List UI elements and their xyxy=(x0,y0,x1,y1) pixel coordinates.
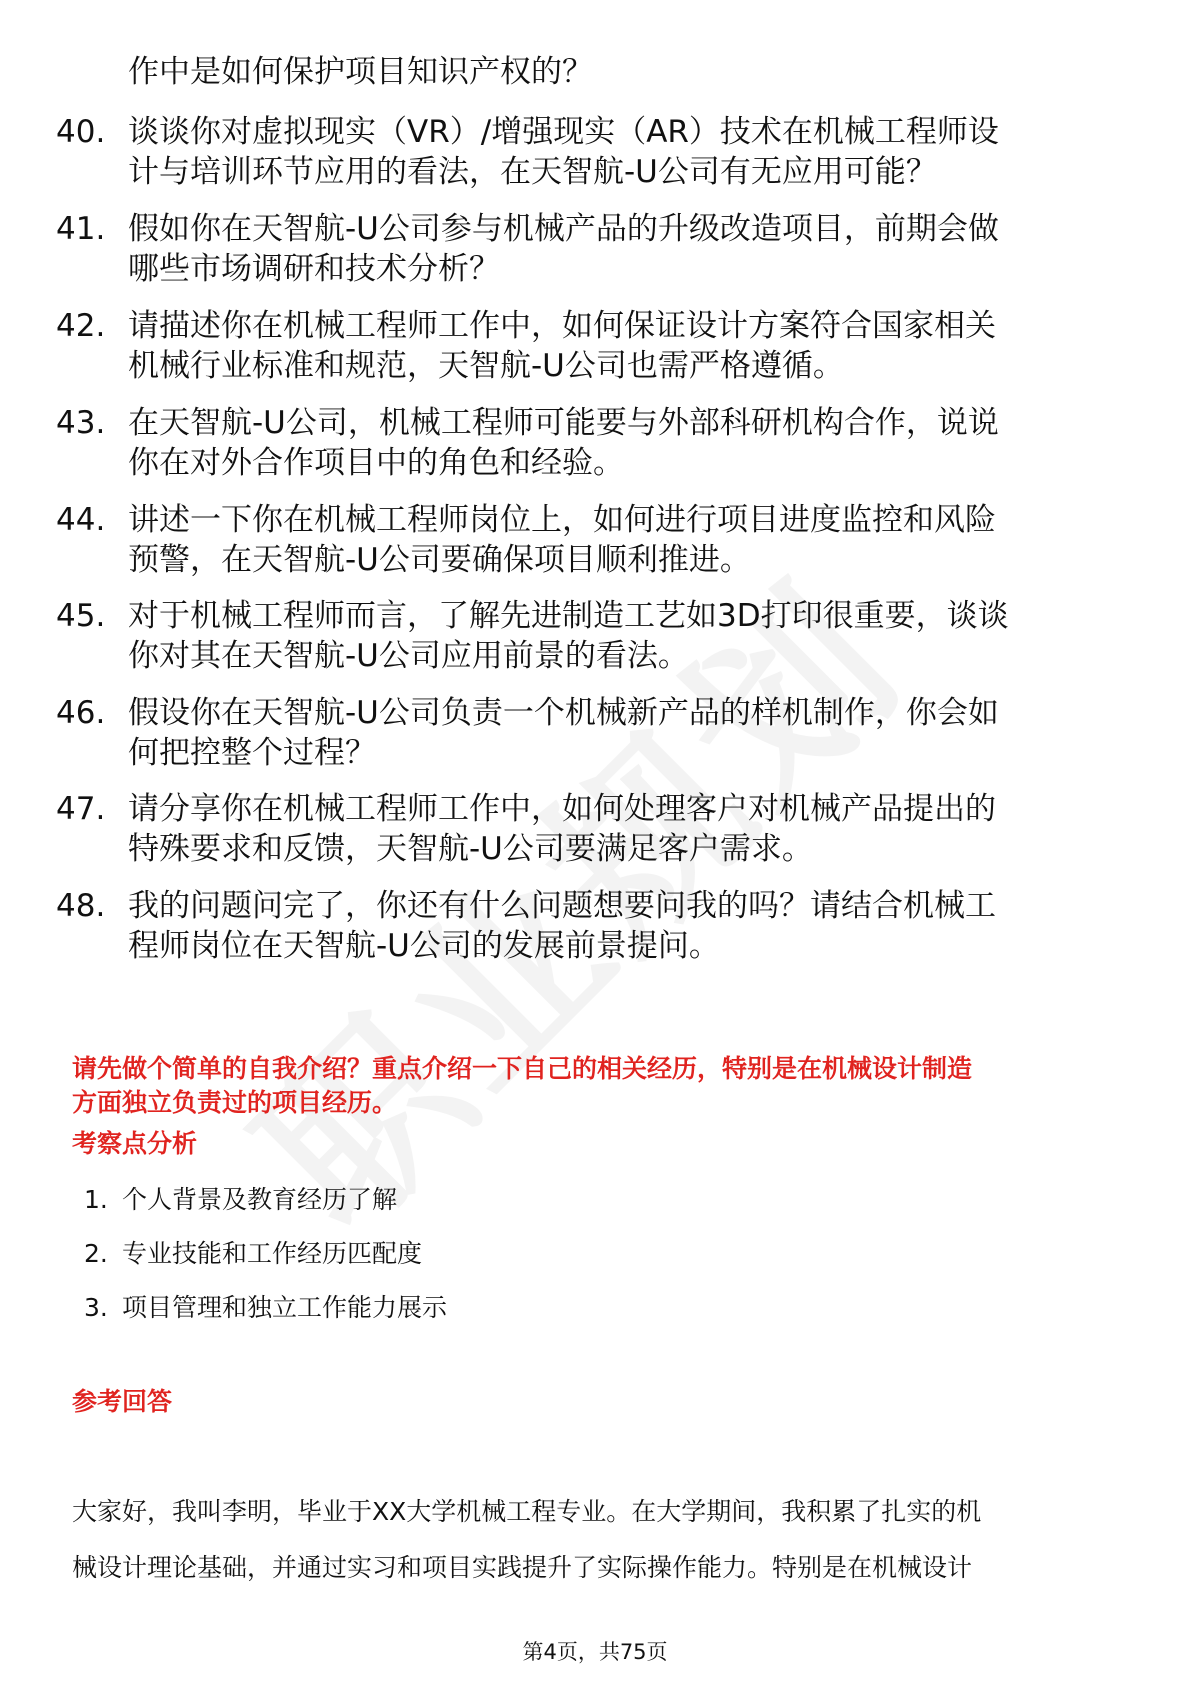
question-item xyxy=(0,789,1190,869)
question-text xyxy=(128,596,1108,676)
question-number: 40. xyxy=(56,114,106,150)
question-line: 你在对外合作项目中的角色和经验。 xyxy=(128,445,624,481)
question-line: 你对其在天智航-U公司应用前景的看法。 xyxy=(128,638,689,674)
question-continuation: 作中是如何保护项目知识产权的？ xyxy=(128,54,593,90)
question-text xyxy=(128,112,1108,192)
question-line: 请描述你在机械工程师工作中，如何保证设计方案符合国家相关 xyxy=(128,308,996,344)
page-footer: 第4页，共75页 xyxy=(522,1640,668,1664)
question-number: 47. xyxy=(56,791,106,827)
question-text xyxy=(128,209,1108,289)
question-number: 45. xyxy=(56,598,106,634)
analysis-point-text: 项目管理和独立工作能力展示 xyxy=(122,1293,448,1322)
analysis-point-text: 个人背景及教育经历了解 xyxy=(122,1185,398,1214)
analysis-point xyxy=(84,1238,422,1270)
reference-answer xyxy=(72,1484,1132,1596)
question-line: 请分享你在机械工程师工作中，如何处理客户对机械产品提出的 xyxy=(128,791,996,827)
question-number: 46. xyxy=(56,695,106,731)
question-text xyxy=(128,789,1108,869)
question-number: 42. xyxy=(56,308,106,344)
question-number: 44. xyxy=(56,502,106,538)
question-text xyxy=(128,693,1108,773)
question-item xyxy=(0,306,1190,386)
answer-line: 械设计理论基础，并通过实习和项目实践提升了实际操作能力。特别是在机械设计 xyxy=(72,1553,973,1582)
question-text xyxy=(128,500,1108,580)
question-item xyxy=(0,500,1190,580)
question-number: 48. xyxy=(56,888,106,924)
featured-question xyxy=(72,1052,1132,1120)
question-line: 在天智航-U公司，机械工程师可能要与外部科研机构合作，说说 xyxy=(128,405,999,441)
question-line: 程师岗位在天智航-U公司的发展前景提问。 xyxy=(128,928,720,964)
question-line: 谈谈你对虚拟现实（VR）/增强现实（AR）技术在机械工程师设 xyxy=(128,114,999,150)
analysis-point-number: 2. xyxy=(84,1239,108,1268)
question-line: 我的问题问完了，你还有什么问题想要问我的吗？请结合机械工 xyxy=(128,888,996,924)
question-item xyxy=(0,596,1190,676)
question-item xyxy=(0,886,1190,966)
question-number: 43. xyxy=(56,405,106,441)
question-line: 假设你在天智航-U公司负责一个机械新产品的样机制作，你会如 xyxy=(128,695,999,731)
analysis-point-number: 3. xyxy=(84,1293,108,1322)
analysis-point-number: 1. xyxy=(84,1185,108,1214)
question-text xyxy=(128,886,1108,966)
question-line: 计与培训环节应用的看法，在天智航-U公司有无应用可能？ xyxy=(128,154,937,190)
question-item xyxy=(0,693,1190,773)
question-line: 假如你在天智航-U公司参与机械产品的升级改造项目，前期会做 xyxy=(128,211,999,247)
analysis-point xyxy=(84,1184,397,1216)
featured-question-line: 方面独立负责过的项目经历。 xyxy=(72,1088,398,1117)
question-number: 41. xyxy=(56,211,106,247)
question-line: 哪些市场调研和技术分析？ xyxy=(128,251,500,287)
question-text xyxy=(128,403,1108,483)
question-item xyxy=(0,209,1190,289)
analysis-point xyxy=(84,1292,447,1324)
question-item xyxy=(0,112,1190,192)
reference-heading: 参考回答 xyxy=(72,1387,173,1416)
analysis-point-text: 专业技能和工作经历匹配度 xyxy=(122,1239,423,1268)
question-line: 讲述一下你在机械工程师岗位上，如何进行项目进度监控和风险 xyxy=(128,502,996,538)
question-line: 对于机械工程师而言，了解先进制造工艺如3D打印很重要，谈谈 xyxy=(128,598,1009,634)
question-line: 何把控整个过程？ xyxy=(128,735,376,771)
analysis-heading: 考察点分析 xyxy=(72,1129,198,1158)
question-line: 特殊要求和反馈，天智航-U公司要满足客户需求。 xyxy=(128,831,813,867)
featured-question-line: 请先做个简单的自我介绍？重点介绍一下自己的相关经历，特别是在机械设计制造 xyxy=(72,1054,973,1083)
question-text xyxy=(128,306,1108,386)
question-line: 机械行业标准和规范，天智航-U公司也需严格遵循。 xyxy=(128,348,844,384)
answer-line: 大家好，我叫李明，毕业于XX大学机械工程专业。在大学期间，我积累了扎实的机 xyxy=(72,1497,982,1526)
question-line: 预警，在天智航-U公司要确保项目顺利推进。 xyxy=(128,542,751,578)
question-item xyxy=(0,403,1190,483)
